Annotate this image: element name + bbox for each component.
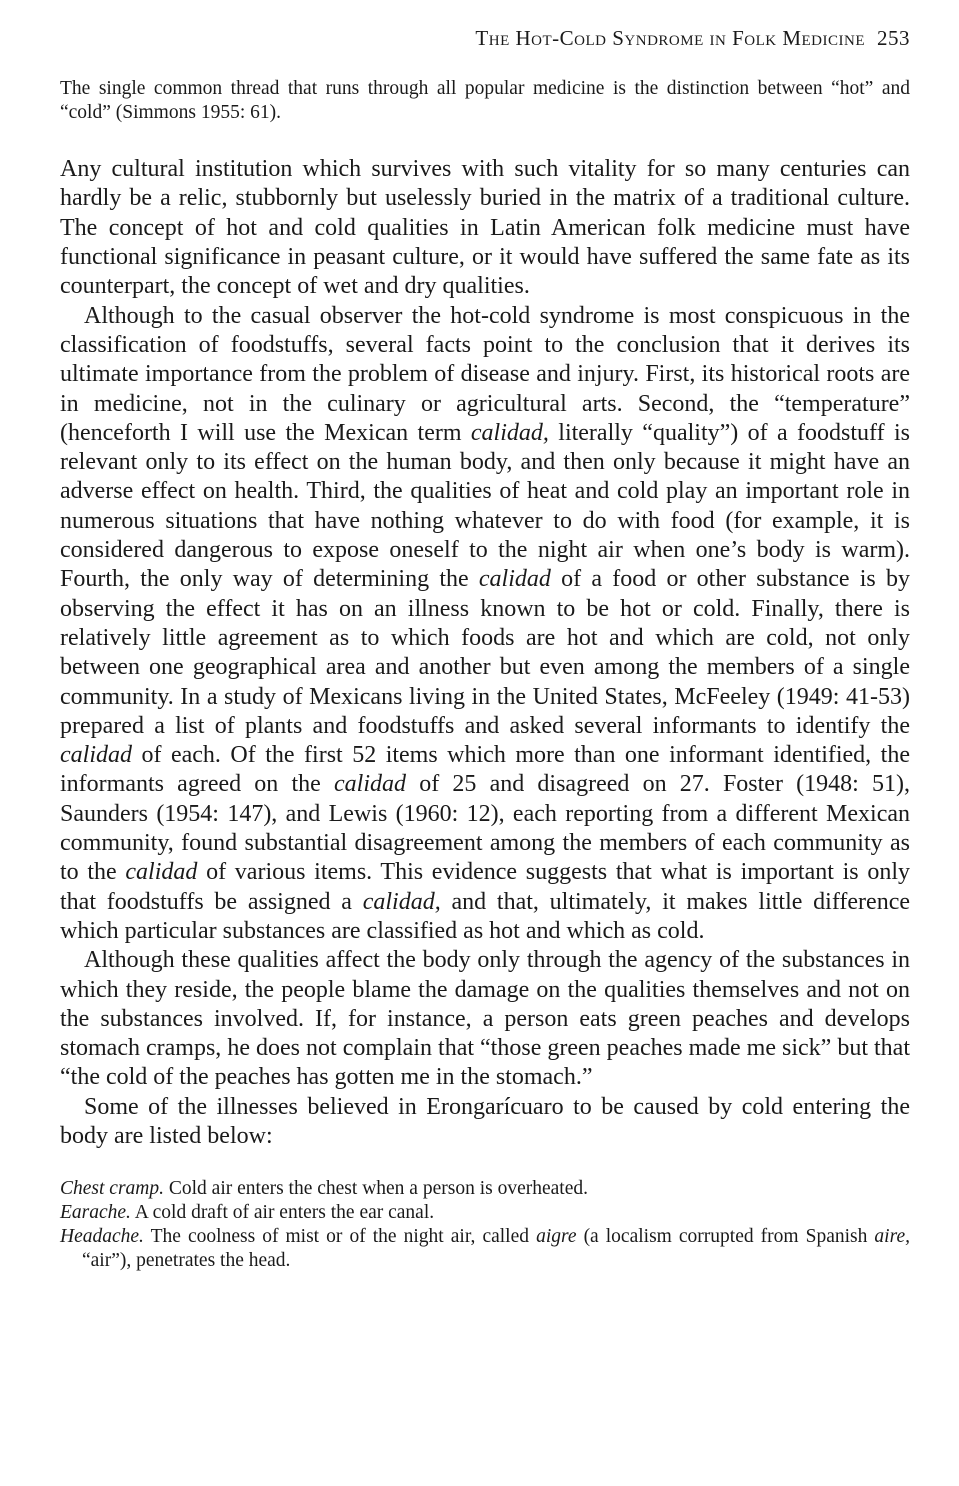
illness-description: Cold air enters the chest when a person is overheated.: [164, 1178, 588, 1200]
epigraph: The single common thread that runs through all popular medicine is the distinction between “hot” and “cold” (Simmons 1955: 61).: [60, 78, 910, 124]
term-aigre: aigre: [536, 1226, 577, 1248]
term-calidad: calidad: [125, 859, 198, 886]
illness-description: The coolness of mist or of the night air, called: [143, 1226, 537, 1248]
illness-description: (a localism corrupted from Spanish: [576, 1226, 875, 1248]
paragraph-4: [60, 1093, 910, 1152]
illness-description: A cold draft of air enters the ear canal.: [130, 1202, 435, 1224]
illness-description: “air”), penetrates the head.: [82, 1250, 291, 1272]
paragraph-2-text: of 25 and disagreed on 27. Foster (1948: 51), Saunders (1954: 147), and Lewis (1960: 12), each reporting from a different Mexican community, found substantial disagreement among the members of each community as to the: [60, 771, 910, 886]
illness-term: Headache.: [60, 1226, 144, 1248]
body-text: [60, 155, 910, 1151]
illness-list: [60, 1177, 910, 1273]
paragraph-3: [60, 946, 910, 1092]
paragraph-3-text: Although these qualities affect the body only through the agency of the substances in which they reside, the people blame the damage on the qualities themselves and not on the substances involved. If, for instance, a person eats green peaches and develops stomach cramps, he does not complain that “those green peaches made me sick” but that “the cold of the peaches has gotten me in the stomach.”: [60, 947, 910, 1091]
page-number: 253: [877, 26, 910, 50]
term-aire: aire,: [874, 1226, 910, 1248]
term-calidad: calidad: [334, 771, 407, 798]
running-head: [60, 26, 910, 51]
list-item: [60, 1225, 910, 1273]
paragraph-2-text: of each. Of the first 52 items which more than one informant identified, the informants agreed on the: [60, 742, 910, 798]
illness-term: Chest cramp.: [60, 1178, 164, 1200]
term-calidad: calidad: [478, 566, 551, 593]
paragraph-4-text: Some of the illnesses believed in Erongarícuaro to be caused by cold entering the body are listed below:: [60, 1093, 910, 1149]
term-calidad: calidad: [60, 742, 132, 769]
term-calidad: calidad,: [470, 419, 549, 446]
list-item: [60, 1177, 910, 1201]
paragraph-2-text: and that, ultimately, it makes little difference which particular substances are classified as hot and which as cold.: [60, 888, 910, 944]
paragraph-2-text: of various items. This evidence suggests that what is important is only that foodstuffs be assigned a: [60, 859, 910, 915]
paragraph-2-text: of a food or other substance is by observing the effect it has on an illness known to be hot or cold. Finally, there is relatively little agreement as to which foods are hot and which are cold, not only between one geographical area and another but even among the members of a single community. In a study of Mexicans living in the United States, McFeeley (1949: 41-53) prepared a list of plants and foodstuffs and asked several informants to identify the: [60, 566, 910, 739]
page: [60, 26, 910, 1273]
paragraph-2: [60, 302, 910, 947]
paragraph-1: [60, 155, 910, 301]
paragraph-1-text: Any cultural institution which survives with such vitality for so many centuries can hardly be a relic, stubbornly but uselessly buried in the matrix of a traditional culture. The concept of hot and cold qualities in Latin American folk medicine must have functional significance in peasant culture, or it would have suffered the same fate as its counterpart, the concept of wet and dry qualities.: [60, 156, 910, 300]
paragraph-2-text: literally “quality”) of a foodstuff is relevant only to its effect on the human body, and then only because it might have an adverse effect on health. Third, the qualities of heat and cold play an important role in numerous situations that have nothing whatever to do with food (for example, it is considered dangerous to expose oneself to the night air when one’s body is warm). Fourth, the only way of determining the: [60, 419, 910, 593]
list-item: [60, 1201, 910, 1225]
running-title: The Hot-Cold Syndrome in Folk Medicine: [475, 26, 865, 50]
illness-term: Earache.: [60, 1202, 131, 1224]
paragraph-2-text: Although to the casual observer the hot-cold syndrome is most conspicuous in the classification of foodstuffs, several facts point to the conclusion that it derives its ultimate importance from the problem of disease and injury. First, its historical roots are in medicine, not in the culinary or agricultural arts. Second, the “temperature” (henceforth I will use the Mexican term: [60, 302, 910, 446]
term-calidad: calidad,: [362, 888, 441, 915]
